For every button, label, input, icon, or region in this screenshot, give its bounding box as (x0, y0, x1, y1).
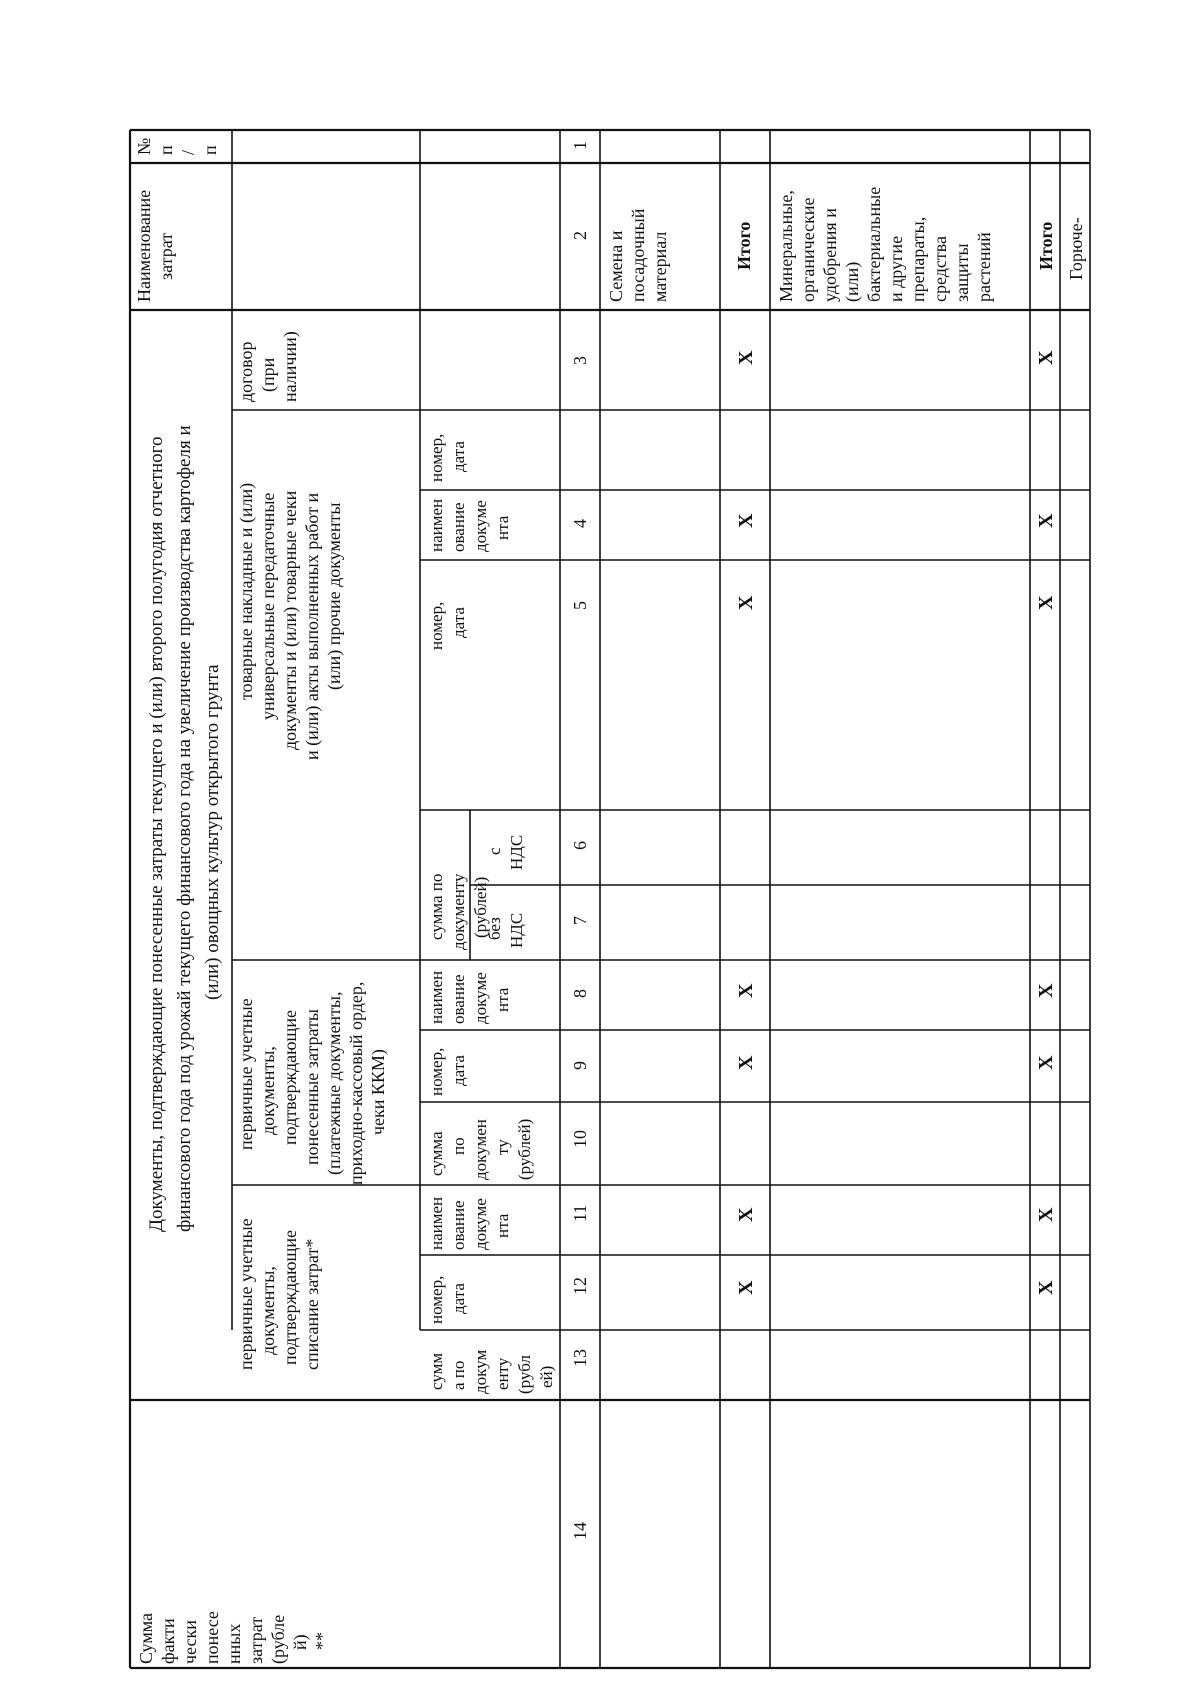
row-fert-line-4: (или) (842, 261, 862, 302)
x-mark-row1-col3: Х (735, 595, 757, 610)
hdr-total-1: Сумма (136, 1613, 156, 1664)
hdr-name-2: затрат (156, 232, 176, 280)
sub-paid-name-4: нта (493, 987, 512, 1012)
hdr-total-5: нных (224, 1623, 244, 1664)
row-seeds-line-3: материал (650, 231, 670, 302)
sub-paid-sum-4: ту (493, 1139, 512, 1155)
row-fert-line-9: защиты (952, 243, 972, 302)
sub-with-vat-1: с (485, 847, 504, 855)
column-number-2: 2 (570, 231, 590, 240)
sub-wo-name-1: наимен (427, 1196, 446, 1250)
sub-inv-name-1: наимен (427, 498, 446, 552)
row-fert-line-6: и другие (886, 235, 906, 302)
x-mark-row1-col1: Х (735, 350, 757, 365)
hdr-wo-2: документы, (258, 1266, 278, 1355)
x-mark-row2-col3: Х (1035, 595, 1057, 610)
sub-paid-sum-5: (рублей) (515, 1118, 534, 1180)
hdr-inv-4: и (или) акты выполненных работ и (302, 492, 322, 760)
column-number-12: 12 (570, 1277, 590, 1295)
sub-paid-name-2: ование (449, 974, 468, 1024)
hdr-wo-3: подтверждающие (280, 1229, 300, 1365)
x-mark-row1-col7: Х (735, 1280, 757, 1295)
hdr-name-1: Наименование (134, 189, 154, 302)
sub-inv-sum-2: документу (449, 873, 468, 950)
hdr-wo-4: списание затрат* (302, 1238, 322, 1370)
title-line-2: финансового года под урожай текущего финансового года на увеличение производства картофеля и (174, 425, 195, 1232)
row-fert-line-8: средства (930, 235, 950, 302)
row-seeds-line-1: Семена и (606, 230, 626, 302)
sub-inv-sum-1: сумма по (427, 873, 446, 940)
sub-wo-sum-4: енту (493, 1357, 512, 1390)
sub-paid-name-1: наимен (427, 970, 446, 1024)
sub-contract-number: номер, (427, 433, 446, 482)
x-mark-row2-col2: Х (1035, 513, 1057, 528)
sub-paid-date: дата (449, 1055, 468, 1086)
x-mark-row2-col5: Х (1035, 1055, 1057, 1070)
sub-paid-sum-3: докумен (471, 1119, 490, 1180)
hdr-no-2: п (156, 145, 176, 155)
x-mark-row1-col6: Х (735, 1207, 757, 1222)
hdr-total-8: й) (290, 1634, 310, 1650)
row-fert-line-1: Минеральные, (776, 190, 796, 302)
x-mark-row2-col4: Х (1035, 983, 1057, 998)
hdr-no-4: п (200, 145, 220, 155)
sub-wo-sum-3: докум (471, 1349, 490, 1394)
sub-contract-date: дата (449, 441, 468, 472)
sub-wo-sum-1: сумм (427, 1352, 446, 1390)
hdr-inv-3: документы и (или) товарные чеки (280, 490, 300, 750)
hdr-total-3: чески (180, 1620, 200, 1664)
column-number-14: 14 (570, 1522, 590, 1540)
hdr-total-6: затрат (246, 1616, 266, 1664)
column-number-6: 6 (570, 841, 590, 850)
row-fert-line-7: препараты, (908, 216, 928, 302)
column-number-8: 8 (570, 989, 590, 998)
column-number-1: 1 (570, 141, 590, 150)
row-fert-line-5: бактериальные (864, 186, 884, 302)
x-mark-row1-col5: Х (735, 1055, 757, 1070)
hdr-inv-2: универсальные передаточные (258, 492, 278, 720)
hdr-contract-2: (при (258, 357, 278, 392)
sub-inv-sum-3: (рублей) (471, 876, 490, 938)
column-number-13: 13 (570, 1349, 590, 1367)
sub-without-vat-2: НДС (507, 912, 526, 948)
sub-paid-number: номер, (427, 1047, 446, 1096)
x-mark-row2-col1: Х (1035, 350, 1057, 365)
sub-wo-sum-5: (рубл (515, 1355, 534, 1394)
column-number-11: 11 (570, 1204, 590, 1222)
x-mark-row1-col4: Х (735, 983, 757, 998)
hdr-paid-4: понесенные затраты (302, 1009, 322, 1165)
sub-wo-number: номер, (427, 1275, 446, 1324)
sub-wo-name-3: докуме (471, 1198, 490, 1250)
column-number-7: 7 (570, 916, 590, 925)
hdr-paid-5: (платежные документы, (324, 991, 344, 1175)
column-number-4: 4 (570, 519, 590, 528)
sub-paid-sum-1: сумма (427, 1131, 446, 1176)
row-fert-line-10: растений (974, 232, 994, 302)
hdr-total-9: ** (312, 1632, 332, 1650)
column-number-3: 3 (570, 356, 590, 365)
column-number-10: 10 (570, 1130, 590, 1148)
sub-paid-sum-2: по (449, 1137, 468, 1155)
row-fert-line-3: удобрения и (820, 208, 840, 302)
hdr-total-7: (рубле (268, 1614, 288, 1664)
sub-paid-name-3: докуме (471, 972, 490, 1024)
title-line-1: Документы, подтверждающие понесенные затраты текущего и (или) второго полугодия отчетного (146, 436, 167, 1232)
sub-inv-number: номер, (427, 601, 446, 650)
sub-wo-name-4: нта (493, 1213, 512, 1238)
row-total-2-label: Итого (1036, 221, 1056, 270)
hdr-total-4: понесе (202, 1611, 222, 1664)
hdr-paid-7: чеки ККМ) (368, 1049, 388, 1135)
column-number-5: 5 (570, 601, 590, 610)
sub-inv-name-3: докуме (471, 500, 490, 552)
hdr-no-3: / (178, 149, 198, 155)
x-mark-row2-col6: Х (1035, 1207, 1057, 1222)
row-total-1-label: Итого (734, 221, 754, 270)
sub-inv-date: дата (449, 607, 468, 638)
sub-wo-sum-2: а по (449, 1360, 468, 1390)
row-fuel-label: Горюче- (1066, 217, 1086, 280)
row-fert-line-2: органические (798, 197, 818, 302)
hdr-no-1: № (134, 137, 154, 155)
sub-wo-name-2: ование (449, 1200, 468, 1250)
hdr-contract-1: договор (236, 341, 256, 402)
sub-without-vat-1: без (485, 917, 504, 940)
sub-wo-date: дата (449, 1283, 468, 1314)
row-seeds-line-2: посадочный (628, 208, 648, 302)
hdr-paid-2: документы, (258, 1046, 278, 1135)
hdr-inv-1: товарные накладные и (или) (236, 482, 256, 700)
x-marks (735, 350, 1057, 1295)
hdr-paid-6: приходно-кассовый ордер, (346, 981, 366, 1185)
x-mark-row2-col7: Х (1035, 1280, 1057, 1295)
sub-inv-name-2: ование (449, 502, 468, 552)
hdr-paid-3: подтверждающие (280, 1009, 300, 1145)
title-line-3: (или) овощных культур открытого грунта (202, 664, 223, 1000)
sub-inv-name-4: нта (493, 515, 512, 540)
sub-with-vat-2: НДС (507, 834, 526, 870)
hdr-paid-1: первичные учетные (236, 998, 256, 1150)
sub-wo-sum-6: ей) (537, 1365, 556, 1388)
hdr-wo-1: первичные учетные (236, 1218, 256, 1370)
column-number-9: 9 (570, 1061, 590, 1070)
hdr-contract-3: наличии) (280, 331, 300, 402)
x-mark-row1-col2: Х (735, 513, 757, 528)
hdr-total-2: факти (158, 1618, 178, 1664)
hdr-inv-5: (или) прочие документы (324, 502, 344, 690)
